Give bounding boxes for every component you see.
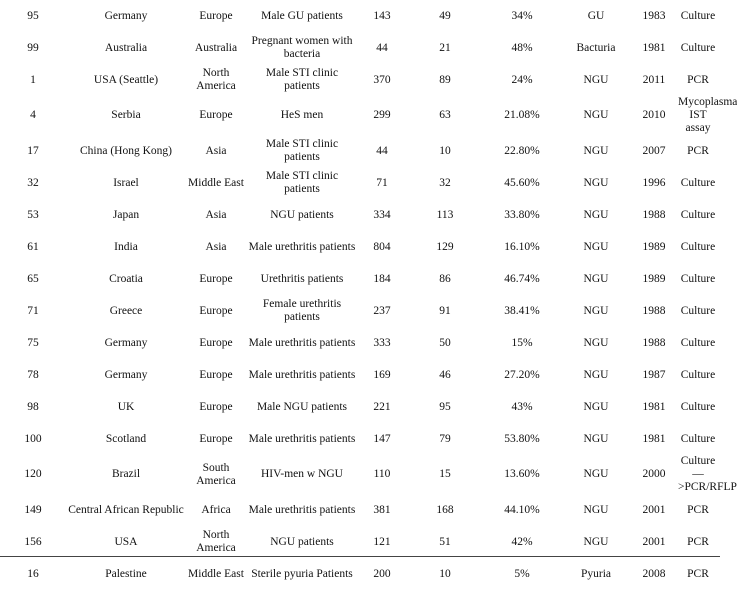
cell-prevalence: 13.60% bbox=[504, 468, 540, 480]
cell-population: Pregnant women with bacteria bbox=[251, 35, 353, 60]
cell-year: 1989 bbox=[642, 240, 666, 253]
cell-total: 121 bbox=[373, 535, 391, 548]
cell-method: PCR bbox=[687, 567, 709, 580]
table-row bbox=[0, 0, 720, 32]
cell-year: 1988 bbox=[642, 336, 666, 349]
table-row bbox=[0, 295, 720, 327]
cell-condition: NGU bbox=[583, 240, 609, 253]
cell-ref: 75 bbox=[27, 336, 39, 349]
cell-condition: NGU bbox=[583, 73, 609, 86]
cell-prevalence: 15% bbox=[511, 336, 533, 349]
cell-year: 2001 bbox=[642, 503, 666, 516]
cell-ref: 65 bbox=[27, 272, 39, 285]
cell-year: 1983 bbox=[642, 9, 666, 22]
cell-region: Australia bbox=[194, 41, 238, 54]
cell-prevalence: 45.60% bbox=[504, 176, 540, 189]
table-row bbox=[0, 32, 720, 64]
cell-year: 1981 bbox=[642, 41, 666, 54]
cell-prevalence: 21.08% bbox=[504, 109, 540, 121]
cell-positive: 95 bbox=[439, 400, 451, 413]
cell-country: Palestine bbox=[105, 567, 147, 580]
cell-population: Male GU patients bbox=[261, 9, 343, 22]
cell-year: 2000 bbox=[642, 468, 666, 480]
cell-condition: NGU bbox=[583, 304, 609, 317]
table-row bbox=[0, 327, 720, 359]
cell-country: Scotland bbox=[105, 432, 147, 445]
cell-population: Male urethritis patients bbox=[248, 432, 356, 445]
cell-country: Australia bbox=[104, 41, 148, 54]
cell-ref: 16 bbox=[27, 567, 39, 580]
cell-year: 2001 bbox=[642, 535, 666, 548]
bottom-rule bbox=[0, 556, 720, 557]
cell-population: Male urethritis patients bbox=[248, 503, 356, 516]
cell-region: Europe bbox=[199, 304, 233, 317]
cell-prevalence: 22.80% bbox=[504, 144, 540, 157]
cell-condition: NGU bbox=[583, 368, 609, 381]
cell-population: Male NGU patients bbox=[256, 400, 348, 413]
cell-year: 1988 bbox=[642, 304, 666, 317]
cell-ref: 17 bbox=[27, 144, 39, 157]
cell-population: Sterile pyuria Patients bbox=[251, 567, 353, 580]
cell-region: Europe bbox=[199, 109, 233, 121]
cell-population: Male urethritis patients bbox=[248, 336, 356, 349]
table-row bbox=[0, 526, 720, 558]
table-row bbox=[0, 423, 720, 455]
cell-method: Mycoplasma IST assay bbox=[678, 96, 737, 134]
table-row bbox=[0, 391, 720, 423]
cell-country: Croatia bbox=[109, 272, 143, 285]
cell-year: 1987 bbox=[642, 368, 666, 381]
cell-region: Europe bbox=[199, 336, 233, 349]
cell-region: Middle East bbox=[188, 176, 244, 189]
cell-ref: 99 bbox=[27, 41, 39, 54]
table-row bbox=[0, 96, 720, 135]
cell-total: 370 bbox=[373, 73, 391, 86]
cell-positive: 46 bbox=[439, 368, 451, 381]
cell-ref: 53 bbox=[27, 208, 39, 221]
cell-country: USA (Seattle) bbox=[93, 73, 159, 86]
cell-total: 804 bbox=[373, 240, 391, 253]
cell-method: Culture bbox=[680, 336, 716, 349]
cell-condition: NGU bbox=[583, 400, 609, 413]
cell-condition: NGU bbox=[583, 272, 609, 285]
cell-condition: NGU bbox=[583, 468, 609, 480]
cell-prevalence: 5% bbox=[514, 567, 530, 580]
cell-country: Germany bbox=[104, 368, 148, 381]
cell-region: South America bbox=[196, 461, 236, 487]
cell-positive: 89 bbox=[439, 73, 451, 86]
cell-year: 2007 bbox=[642, 144, 666, 157]
cell-population: Male STI clinic patients bbox=[265, 138, 339, 163]
cell-population: Male urethritis patients bbox=[248, 240, 356, 253]
cell-population: Male STI clinic patients bbox=[265, 67, 339, 92]
cell-ref: 71 bbox=[27, 304, 39, 317]
cell-region: North America bbox=[196, 529, 236, 554]
cell-condition: NGU bbox=[583, 535, 609, 548]
cell-country: UK bbox=[117, 400, 135, 413]
cell-prevalence: 53.80% bbox=[504, 432, 540, 445]
cell-method: Culture bbox=[680, 41, 716, 54]
cell-ref: 61 bbox=[27, 240, 39, 253]
cell-population: HeS men bbox=[280, 109, 324, 121]
cell-country: Japan bbox=[112, 208, 140, 221]
cell-positive: 113 bbox=[436, 208, 454, 221]
cell-ref: 149 bbox=[24, 503, 42, 516]
cell-region: Middle East bbox=[188, 567, 244, 580]
cell-prevalence: 34% bbox=[511, 9, 533, 22]
cell-positive: 63 bbox=[439, 109, 451, 121]
cell-ref: 4 bbox=[30, 109, 36, 121]
cell-ref: 98 bbox=[27, 400, 39, 413]
cell-country: Israel bbox=[113, 176, 139, 189]
cell-positive: 129 bbox=[436, 240, 454, 253]
cell-year: 1989 bbox=[642, 272, 666, 285]
cell-year: 2010 bbox=[642, 109, 666, 121]
cell-prevalence: 43% bbox=[511, 400, 533, 413]
cell-total: 221 bbox=[373, 400, 391, 413]
cell-condition: NGU bbox=[583, 176, 609, 189]
cell-year: 1988 bbox=[642, 208, 666, 221]
cell-condition: NGU bbox=[583, 109, 609, 121]
cell-ref: 32 bbox=[27, 176, 39, 189]
table-row bbox=[0, 558, 720, 590]
table-row bbox=[0, 199, 720, 231]
table-row bbox=[0, 64, 720, 96]
cell-total: 147 bbox=[373, 432, 391, 445]
cell-prevalence: 48% bbox=[511, 41, 533, 54]
cell-method: Culture bbox=[680, 9, 716, 22]
cell-ref: 156 bbox=[24, 535, 42, 548]
cell-prevalence: 27.20% bbox=[504, 368, 540, 381]
cell-population: Male STI clinic patients bbox=[265, 170, 339, 195]
cell-total: 110 bbox=[373, 468, 391, 480]
cell-total: 71 bbox=[376, 176, 388, 189]
cell-ref: 95 bbox=[27, 9, 39, 22]
cell-prevalence: 24% bbox=[511, 73, 533, 86]
cell-method: PCR bbox=[687, 535, 709, 548]
cell-method: PCR bbox=[687, 73, 709, 86]
table-row bbox=[0, 494, 720, 526]
cell-method: Culture bbox=[680, 272, 716, 285]
cell-total: 381 bbox=[373, 503, 391, 516]
cell-positive: 10 bbox=[439, 144, 451, 157]
cell-positive: 10 bbox=[439, 567, 451, 580]
cell-region: Europe bbox=[199, 400, 233, 413]
cell-prevalence: 44.10% bbox=[504, 503, 540, 516]
cell-population: NGU patients bbox=[270, 535, 334, 548]
cell-method: Culture bbox=[680, 368, 716, 381]
cell-total: 143 bbox=[373, 9, 391, 22]
cell-positive: 50 bbox=[439, 336, 451, 349]
cell-method: Culture bbox=[680, 240, 716, 253]
cell-condition: NGU bbox=[583, 208, 609, 221]
cell-condition: NGU bbox=[583, 336, 609, 349]
cell-country: USA bbox=[114, 535, 138, 548]
cell-region: Asia bbox=[205, 208, 227, 221]
cell-positive: 79 bbox=[439, 432, 451, 445]
cell-condition: NGU bbox=[583, 503, 609, 516]
cell-ref: 120 bbox=[24, 468, 42, 480]
table-row bbox=[0, 359, 720, 391]
cell-population: NGU patients bbox=[270, 208, 334, 221]
cell-country: Greece bbox=[109, 304, 143, 317]
cell-positive: 15 bbox=[439, 468, 451, 480]
cell-population: Urethritis patients bbox=[260, 272, 344, 285]
cell-ref: 1 bbox=[30, 73, 36, 86]
table-row bbox=[0, 231, 720, 263]
table-row bbox=[0, 263, 720, 295]
cell-population: Male urethritis patients bbox=[248, 368, 356, 381]
cell-region: Europe bbox=[199, 272, 233, 285]
cell-region: Asia bbox=[205, 240, 227, 253]
cell-condition: GU bbox=[587, 9, 605, 22]
cell-method: Culture bbox=[680, 304, 716, 317]
cell-region: Europe bbox=[199, 432, 233, 445]
cell-region: North America bbox=[196, 67, 236, 92]
cell-method: Culture bbox=[680, 208, 716, 221]
cell-country: India bbox=[114, 240, 138, 253]
cell-method: PCR bbox=[687, 503, 709, 516]
cell-total: 299 bbox=[373, 109, 391, 121]
cell-ref: 100 bbox=[24, 432, 42, 445]
cell-prevalence: 42% bbox=[511, 535, 533, 548]
cell-method: Culture bbox=[680, 176, 716, 189]
cell-method: Culture bbox=[680, 432, 716, 445]
cell-country: China (Hong Kong) bbox=[80, 144, 172, 157]
cell-total: 237 bbox=[373, 304, 391, 317]
cell-ref: 78 bbox=[27, 368, 39, 381]
cell-country: Central African Republic bbox=[68, 503, 184, 516]
cell-region: Africa bbox=[201, 503, 231, 516]
cell-total: 44 bbox=[376, 144, 388, 157]
cell-positive: 21 bbox=[439, 41, 451, 54]
cell-region: Europe bbox=[199, 368, 233, 381]
cell-prevalence: 33.80% bbox=[504, 208, 540, 221]
cell-positive: 32 bbox=[439, 176, 451, 189]
cell-method: PCR bbox=[687, 144, 709, 157]
cell-total: 334 bbox=[373, 208, 391, 221]
cell-country: Brazil bbox=[111, 468, 141, 480]
table-row bbox=[0, 135, 720, 167]
cell-region: Europe bbox=[199, 9, 233, 22]
cell-condition: Bacturia bbox=[576, 41, 616, 54]
cell-total: 184 bbox=[373, 272, 391, 285]
cell-year: 1996 bbox=[642, 176, 666, 189]
cell-method: Culture bbox=[680, 400, 716, 413]
table-row bbox=[0, 167, 720, 199]
cell-country: Germany bbox=[104, 336, 148, 349]
cell-total: 333 bbox=[373, 336, 391, 349]
cell-prevalence: 16.10% bbox=[504, 240, 540, 253]
cell-year: 2011 bbox=[642, 73, 666, 86]
cell-total: 200 bbox=[373, 567, 391, 580]
cell-country: Serbia bbox=[111, 109, 141, 121]
cell-year: 1981 bbox=[642, 432, 666, 445]
cell-prevalence: 46.74% bbox=[504, 272, 540, 285]
cell-region: Asia bbox=[205, 144, 227, 157]
cell-total: 44 bbox=[376, 41, 388, 54]
cell-positive: 49 bbox=[439, 9, 451, 22]
cell-positive: 86 bbox=[439, 272, 451, 285]
cell-condition: NGU bbox=[583, 432, 609, 445]
cell-year: 1981 bbox=[642, 400, 666, 413]
cell-year: 2008 bbox=[642, 567, 666, 580]
cell-condition: Pyuria bbox=[580, 567, 612, 580]
cell-positive: 168 bbox=[436, 503, 454, 516]
cell-population: Female urethritis patients bbox=[262, 298, 342, 323]
cell-positive: 91 bbox=[439, 304, 451, 317]
cell-population: HIV-men w NGU bbox=[261, 468, 343, 480]
table-row bbox=[0, 455, 720, 494]
cell-country: Germany bbox=[104, 9, 148, 22]
cell-total: 169 bbox=[373, 368, 391, 381]
cell-prevalence: 38.41% bbox=[504, 304, 540, 317]
cell-method: Culture—>PCR/RFLP bbox=[678, 455, 737, 493]
cell-condition: NGU bbox=[583, 144, 609, 157]
cell-positive: 51 bbox=[439, 535, 451, 548]
